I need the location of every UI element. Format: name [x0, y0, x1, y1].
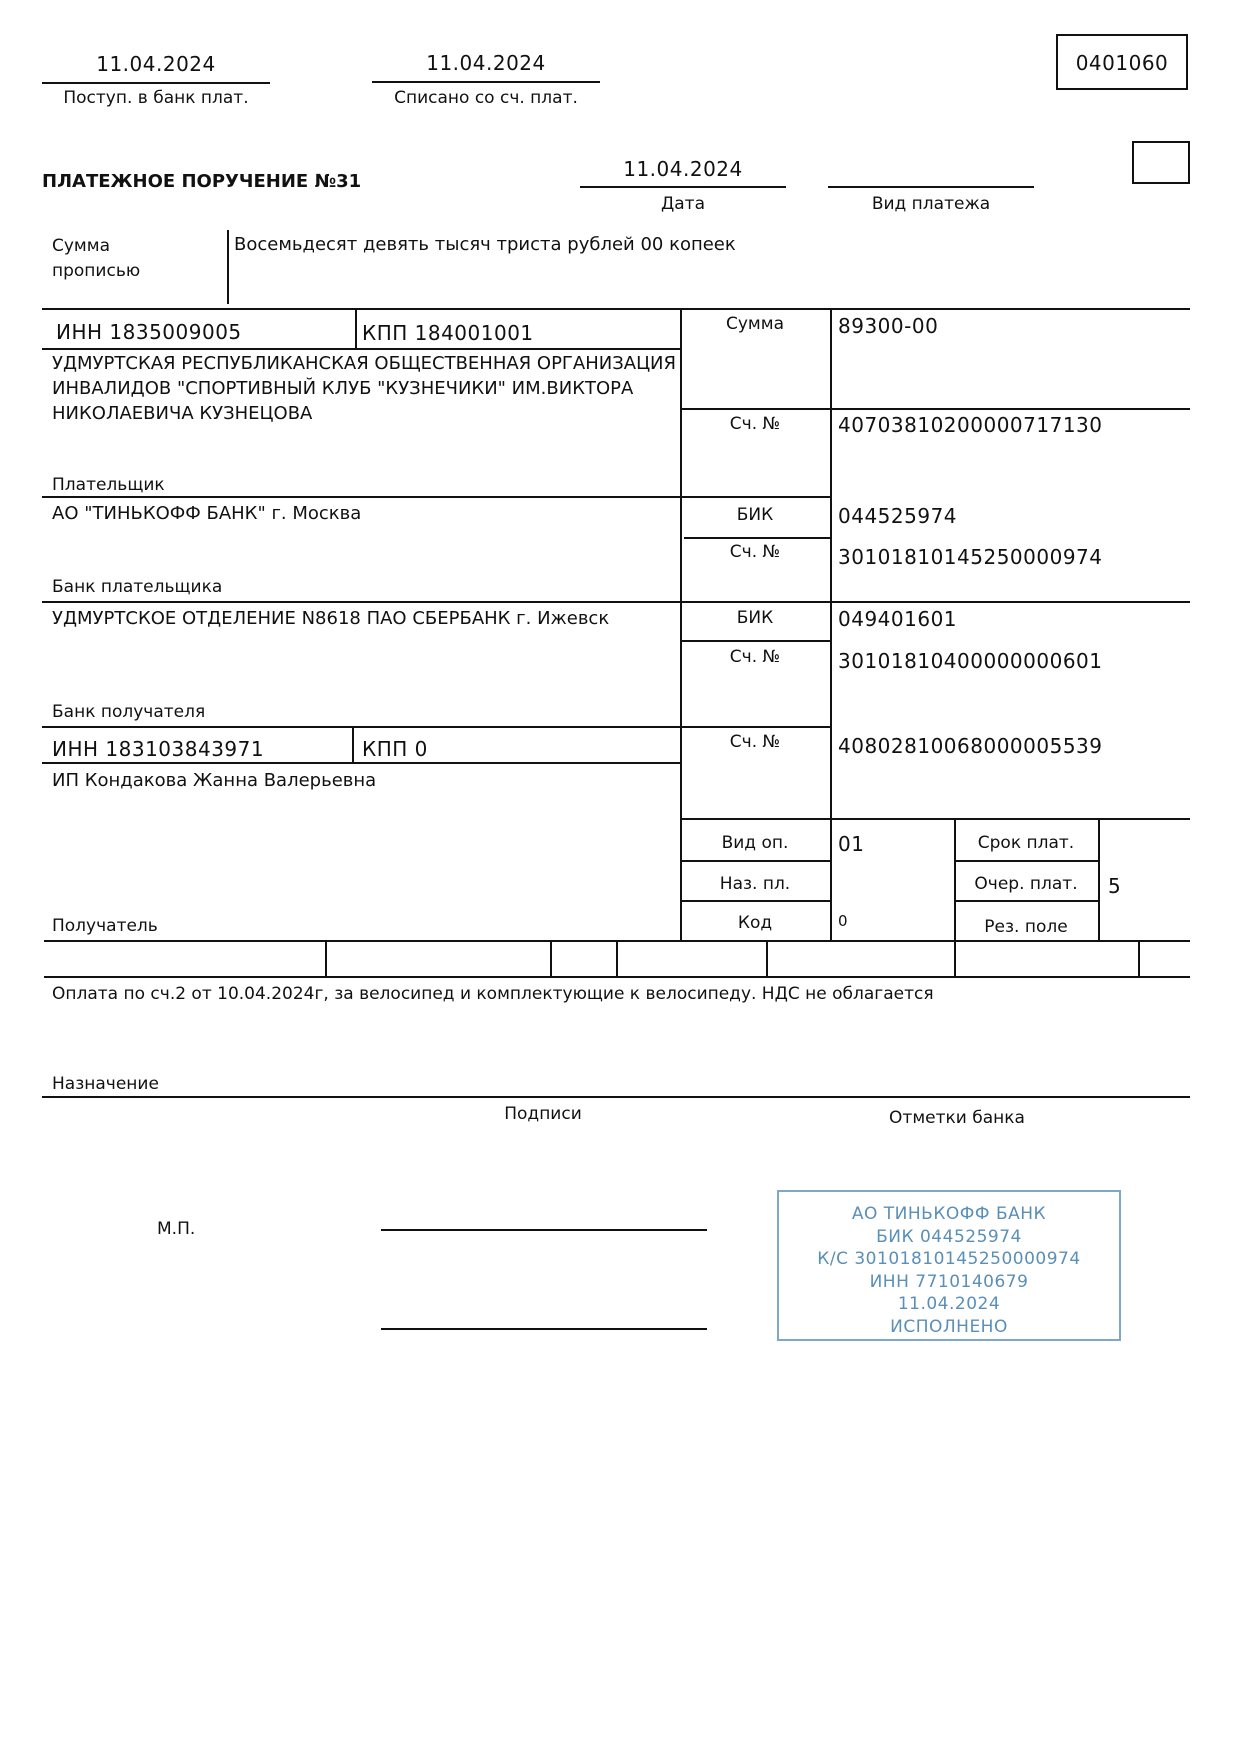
payee-bank-bik-label: БИК [736, 608, 774, 628]
payee-name: ИП Кондакова Жанна Валерьевна [52, 770, 377, 791]
stamp-line-6: ИСПОЛНЕНО [890, 1316, 1008, 1337]
payee-bank-account-value: 30101810400000000601 [838, 649, 1103, 673]
tax-cell-divider-1 [325, 940, 327, 976]
purpose-text: Оплата по сч.2 от 10.04.2024г, за велосипед и комплектующие к велосипеду. НДС не облагается [52, 984, 934, 1004]
kod-label: Код [737, 913, 773, 933]
amount-words-value: Восемьдесят девять тысяч триста рублей 00 копеек [234, 234, 736, 255]
table-top-line [42, 308, 1190, 310]
payer-name: УДМУРТСКАЯ РЕСПУБЛИКАНСКАЯ ОБЩЕСТВЕННАЯ ОРГАНИЗАЦИЯ ИНВАЛИДОВ "СПОРТИВНЫЙ КЛУБ "КУЗНЕЧИКИ" ИМ.ВИКТОРА НИКОЛАЕВИЧА КУЗНЕЦОВА [52, 353, 677, 424]
payee-bank-name: УДМУРТСКОЕ ОТДЕЛЕНИЕ N8618 ПАО СБЕРБАНК г. Ижевск [52, 608, 610, 629]
payer-bank-label: Банк плательщика [52, 577, 223, 597]
document-title: ПЛАТЕЖНОЕ ПОРУЧЕНИЕ №31 [42, 171, 362, 192]
sum-value: 89300-00 [838, 314, 939, 338]
payee-bank-label: Банк получателя [52, 702, 206, 722]
payee-label: Получатель [52, 916, 158, 936]
bank-stamp [777, 1190, 1121, 1341]
ocher-line [954, 900, 1098, 902]
payee-kpp: КПП 0 [362, 737, 428, 761]
tax-cell-divider-2 [550, 940, 552, 976]
payee-account-label: Сч. № [729, 732, 781, 752]
document-date-line [580, 186, 786, 188]
payment-type-label: Вид платежа [871, 194, 991, 214]
tax-cell-divider-4 [766, 940, 768, 976]
document-date: 11.04.2024 [623, 157, 743, 181]
payee-bank-account-label: Сч. № [729, 647, 781, 667]
tax-cell-divider-6 [1138, 940, 1140, 976]
amount-words-label: Сумма прописью [52, 236, 141, 281]
srok-divider-right [1098, 818, 1100, 942]
ocher-label: Очер. плат. [974, 874, 1078, 894]
payee-account-value: 40802810068000005539 [838, 734, 1103, 758]
bank-marks-label: Отметки банка [889, 1108, 1025, 1128]
sum-bottom-line [680, 408, 1190, 410]
payer-kpp: КПП 184001001 [362, 321, 534, 345]
kod-value: 0 [838, 912, 848, 930]
amount-words-divider [227, 230, 229, 304]
table-vertical-right [830, 308, 832, 942]
rez-label: Рез. поле [984, 917, 1068, 937]
payer-bank-account-value: 30101810145250000974 [838, 545, 1103, 569]
payee-bank-bik-value: 049401601 [838, 607, 958, 631]
payee-inn: ИНН 183103843971 [52, 737, 265, 761]
purpose-bottom-line [42, 1096, 1190, 1098]
bank-receipt-line [42, 82, 270, 84]
payer-bank-bik-label: БИК [736, 505, 774, 525]
payment-type-line [828, 186, 1034, 188]
stamp-line-1: АО ТИНЬКОФФ БАНК [851, 1204, 1047, 1224]
purpose-label: Назначение [52, 1074, 159, 1094]
payee-bank-bottom-line [42, 726, 830, 728]
status-box [1132, 141, 1190, 184]
payer-bank-bottom-line [42, 601, 1190, 603]
payee-bank-bik-line [680, 640, 830, 642]
signature-line-2 [381, 1328, 707, 1330]
payer-label: Плательщик [52, 475, 165, 495]
form-code-box [1056, 34, 1188, 90]
payer-inn-kpp-divider [355, 308, 357, 348]
payer-bank-bik-value: 044525974 [838, 504, 958, 528]
mp-label: М.П. [157, 1219, 196, 1239]
payer-bottom-line [42, 496, 830, 498]
payer-inn-line [42, 348, 680, 350]
payer-bank-account-label: Сч. № [729, 542, 781, 562]
debited-line [372, 81, 600, 83]
payee-inn-line [42, 762, 680, 764]
vid-op-value: 01 [838, 832, 865, 856]
bank-receipt-date: 11.04.2024 [96, 52, 216, 76]
stamp-line-3: К/С 30101810145250000974 [817, 1249, 1081, 1269]
srok-line [954, 860, 1098, 862]
payer-bank-name: АО "ТИНЬКОФФ БАНК" г. Москва [52, 503, 362, 524]
form-code: 0401060 [1075, 51, 1169, 75]
sum-label: Сумма [726, 314, 784, 334]
ocher-value: 5 [1108, 874, 1122, 898]
payee-account-bottom-line [680, 818, 1190, 820]
requisites-bottom-line [44, 976, 1190, 978]
naz-pl-line [680, 900, 830, 902]
payer-bank-bik-line [684, 537, 830, 539]
signature-line-1 [381, 1229, 707, 1231]
bank-receipt-label: Поступ. в банк плат. [63, 88, 249, 108]
debited-label: Списано со сч. плат. [394, 88, 578, 108]
payee-inn-kpp-divider [352, 726, 354, 762]
payer-inn: ИНН 1835009005 [56, 320, 242, 344]
srok-label: Срок плат. [977, 833, 1075, 853]
debited-date: 11.04.2024 [426, 51, 546, 75]
stamp-line-4: ИНН 7710140679 [869, 1271, 1029, 1292]
stamp-line-2: БИК 044525974 [876, 1226, 1022, 1247]
document-date-label: Дата [660, 194, 706, 214]
naz-pl-label: Наз. пл. [719, 874, 791, 894]
stamp-line-5: 11.04.2024 [897, 1294, 1001, 1314]
vid-op-label: Вид оп. [721, 833, 789, 853]
vid-op-line [680, 860, 830, 862]
payer-account-label: Сч. № [729, 414, 781, 434]
payer-account-value: 40703810200000717130 [838, 413, 1103, 437]
signatures-label: Подписи [504, 1104, 582, 1124]
tax-cell-divider-3 [616, 940, 618, 976]
tax-cell-divider-5 [954, 940, 956, 976]
